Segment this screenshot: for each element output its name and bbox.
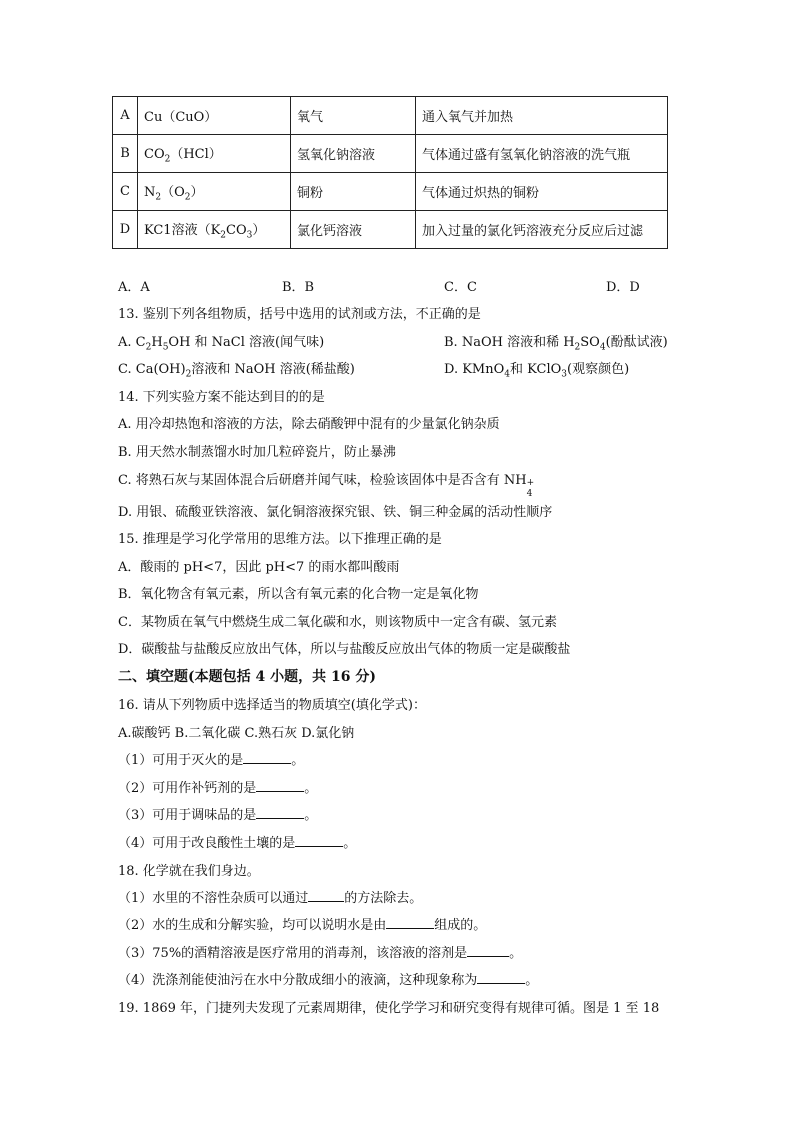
table-row [113, 211, 668, 249]
answer-blank[interactable] [243, 751, 291, 764]
q15-choice-d[interactable]: D．碳酸盐与盐酸反应放出气体，所以与盐酸反应放出气体的物质一定是碳酸盐 [118, 642, 571, 657]
reagent-cell: 氯化钙溶液 [291, 211, 416, 249]
answer-blank[interactable] [477, 971, 525, 984]
q16-item-4: （4）可用于改良酸性土壤的是 。 [118, 836, 357, 851]
method-cell: 气体通过炽热的铜粉 [416, 173, 668, 211]
mixture-cell: $N_2(O_2)$ [138, 173, 291, 211]
answer-blank[interactable] [256, 779, 304, 792]
q18-stem: 18. 化学就在我们身边。 [118, 864, 260, 879]
q14-stem: 14. 下列实验方案不能达到目的的是 [118, 390, 325, 405]
q15-choice-a[interactable]: A．酸雨的 pH<7，因此 pH<7 的雨水都叫酸雨 [118, 560, 400, 575]
q16-item-3: （3）可用于调味品的是 。 [118, 808, 318, 823]
table-row [113, 135, 668, 173]
answer-blank[interactable] [386, 916, 434, 929]
answer-blank[interactable] [467, 944, 509, 957]
method-cell: 通入氧气并加热 [416, 97, 668, 135]
mixture-cell: $CO_2(HCl)$ [138, 135, 291, 173]
q13-choice-d[interactable]: D. KMnO$_4$和 KClO$_3$(观察颜色) [444, 362, 630, 380]
reagent-cell: 铜粉 [291, 173, 416, 211]
q15-choice-c[interactable]: C．某物质在氧气中燃烧生成二氧化碳和水，则该物质中一定含有碳、氢元素 [118, 615, 557, 630]
method-cell: 加入过量的氯化钙溶液充分反应后过滤 [416, 211, 668, 249]
mixture-cell: Cu（CuO） [138, 97, 291, 135]
q14-choice-a[interactable]: A. 用冷却热饱和溶液的方法，除去硝酸钾中混有的少量氯化钠杂质 [118, 417, 500, 432]
q16-stem: 16. 请从下列物质中选择适当的物质填空(填化学式)： [118, 698, 426, 713]
reagent-cell: 氧气 [291, 97, 416, 135]
table-row [113, 97, 668, 135]
method-cell: 气体通过盛有氢氧化钠溶液的洗气瓶 [416, 135, 668, 173]
reagent-cell: 氢氧化钠溶液 [291, 135, 416, 173]
table-row [113, 173, 668, 211]
q19-text: 19. 1869 年，门捷列夫发现了元素周期律，使化学学习和研究变得有规律可循。图是 1 至 18 [118, 1001, 660, 1016]
q12-choice-c[interactable]: C．C [444, 280, 477, 295]
q15-stem: 15. 推理是学习化学常用的思维方法。以下推理正确的是 [118, 532, 442, 547]
row-letter: A [113, 97, 138, 135]
section-heading: 二、填空题(本题包括 4 小题，共 16 分) [118, 669, 376, 685]
row-letter: B [113, 135, 138, 173]
q14-choice-b[interactable]: B. 用天然水制蒸馏水时加几粒碎瓷片，防止暴沸 [118, 445, 396, 460]
q18-item-1: （1）水里的不溶性杂质可以通过 的方法除去。 [118, 891, 423, 906]
q14-choice-c[interactable]: C. 将熟石灰与某固体混合后研磨并闻气味，检验该固体中是否含有 NH + 4 [118, 473, 535, 499]
q15-choice-b[interactable]: B．氧化物含有氧元素，所以含有氧元素的化合物一定是氧化物 [118, 587, 479, 602]
q18-item-4: （4）洗涤剂能使油污在水中分散成细小的液滴，这种现象称为 。 [118, 973, 539, 988]
q14-choice-d[interactable]: D. 用银、硫酸亚铁溶液、氯化铜溶液探究银、铁、铜三种金属的活动性顺序 [118, 505, 553, 520]
q16-item-2: （2）可用作补钙剂的是 。 [118, 781, 318, 796]
answer-blank[interactable] [256, 806, 304, 819]
separation-table [112, 96, 668, 249]
q13-choice-c[interactable]: C. $Ca(OH)_2$溶液和 NaOH 溶液(稀盐酸) [118, 362, 355, 380]
q12-choice-d[interactable]: D．D [606, 280, 640, 295]
row-letter: D [113, 211, 138, 249]
q12-choice-b[interactable]: B．B [282, 280, 315, 295]
q13-choice-a[interactable]: A. $C_2H_5OH$ 和 NaCl 溶液(闻气味) [118, 335, 325, 353]
q13-choice-b[interactable]: B. NaOH 溶液和稀 $H_2SO_4$(酚酞试液) [444, 335, 668, 353]
answer-blank[interactable] [308, 889, 344, 902]
answer-blank[interactable] [295, 834, 343, 847]
q13-stem: 13. 鉴别下列各组物质，括号中选用的试剂或方法，不正确的是 [118, 307, 481, 322]
q18-item-3: （3）75%的酒精溶液是医疗常用的消毒剂，该溶液的溶剂是 。 [118, 946, 523, 961]
mixture-cell: KC1溶液$(K_2CO_3)$ [138, 211, 291, 249]
row-letter: C [113, 173, 138, 211]
q16-options: A.碳酸钙 B.二氧化碳 C.熟石灰 D.氯化钠 [118, 726, 355, 741]
q16-item-1: （1）可用于灭火的是 。 [118, 753, 305, 768]
q18-item-2: （2）水的生成和分解实验，均可以说明水是由 组成的。 [118, 918, 487, 933]
q12-choice-a[interactable]: A．A [118, 280, 150, 295]
